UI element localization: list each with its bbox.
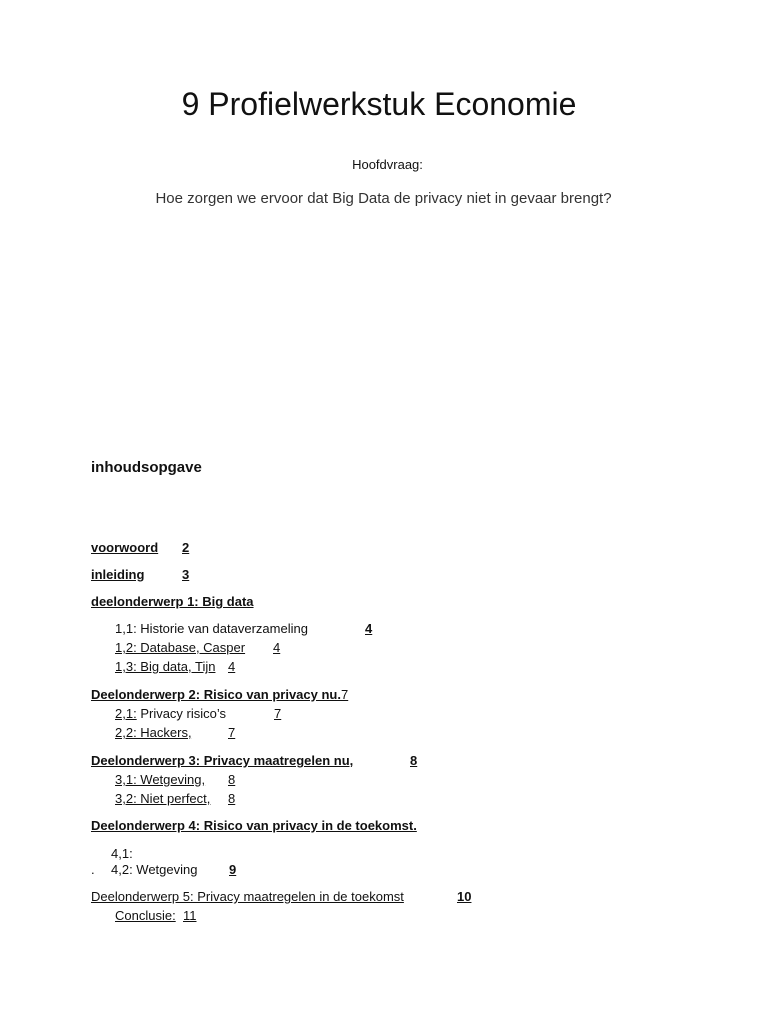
toc-entry-label: 1,2: Database, Casper bbox=[115, 640, 246, 655]
toc-subentry-1-2[interactable] bbox=[115, 640, 281, 656]
toc-entry-label: 4,2: Wetgeving bbox=[111, 862, 198, 877]
toc-entry-page: 7 bbox=[274, 706, 282, 721]
toc-entry-page: 8 bbox=[228, 772, 236, 787]
toc-subentry-1-3[interactable] bbox=[115, 659, 236, 675]
document-title: 9 Profielwerkstuk Economie bbox=[181, 86, 577, 122]
toc-entry-label: Privacy risico’s bbox=[140, 706, 227, 721]
toc-entry-label: Deelonderwerp 3: Privacy maatregelen nu, bbox=[91, 753, 354, 768]
toc-entry-inleiding[interactable] bbox=[91, 567, 190, 583]
toc-section-2[interactable] bbox=[91, 687, 348, 703]
toc-section-3[interactable] bbox=[91, 753, 418, 769]
toc-entry-page: 7 bbox=[228, 725, 236, 740]
toc-entry-page: 8 bbox=[410, 753, 418, 768]
toc-entry-label: 3,1: Wetgeving, bbox=[115, 772, 206, 787]
question-label: Hoofdvraag: bbox=[352, 157, 423, 172]
toc-entry-page: 7 bbox=[340, 687, 349, 702]
toc-subentry-4-1[interactable]: 4,1: bbox=[111, 846, 133, 861]
toc-subentry-conclusie[interactable] bbox=[115, 908, 197, 924]
toc-subentry-2-2[interactable] bbox=[115, 725, 236, 741]
toc-heading: inhoudsopgave bbox=[91, 459, 202, 476]
toc-subentry-4-2[interactable] bbox=[91, 862, 237, 878]
toc-entry-page: 4 bbox=[228, 659, 236, 674]
toc-entry-label: 1,1: Historie van dataverzameling bbox=[115, 621, 308, 636]
toc-entry-label: Deelonderwerp 2: Risico van privacy nu. bbox=[91, 687, 341, 702]
toc-section-1[interactable]: deelonderwerp 1: Big data bbox=[91, 594, 254, 609]
toc-subentry-2-1[interactable] bbox=[115, 706, 282, 722]
toc-entry-label: 1,3: Big data, Tijn bbox=[115, 659, 216, 674]
main-question: Hoe zorgen we ervoor dat Big Data de privacy niet in gevaar brengt? bbox=[155, 190, 612, 207]
toc-entry-label: inleiding bbox=[91, 567, 145, 582]
toc-entry-voorwoord[interactable] bbox=[91, 540, 190, 556]
toc-section-4[interactable]: Deelonderwerp 4: Risico van privacy in de toekomst. bbox=[91, 818, 417, 833]
toc-entry-label: voorwoord bbox=[91, 540, 159, 555]
toc-entry-page: 2 bbox=[182, 540, 190, 555]
toc-entry-page: 8 bbox=[228, 791, 236, 806]
toc-subentry-3-1[interactable] bbox=[115, 772, 236, 788]
toc-subentry-3-2[interactable] bbox=[115, 791, 236, 807]
toc-entry-label: Conclusie: bbox=[115, 908, 176, 923]
toc-entry-page: 3 bbox=[182, 567, 190, 582]
toc-subentry-1-1[interactable] bbox=[115, 621, 373, 637]
toc-section-5[interactable] bbox=[91, 889, 472, 905]
list-bullet: . bbox=[91, 862, 95, 877]
toc-entry-page: 4 bbox=[365, 621, 373, 636]
toc-entry-page: 10 bbox=[457, 889, 472, 904]
toc-entry-page: 4 bbox=[273, 640, 281, 655]
toc-entry-number: 2,1: bbox=[115, 706, 137, 721]
toc-entry-label: 3,2: Niet perfect, bbox=[115, 791, 211, 806]
toc-entry-page: 9 bbox=[229, 862, 237, 877]
toc-entry-label: Deelonderwerp 5: Privacy maatregelen in de toekomst bbox=[91, 889, 404, 904]
toc-entry-page: 11 bbox=[183, 908, 197, 923]
toc-entry-label: 2,2: Hackers, bbox=[115, 725, 192, 740]
